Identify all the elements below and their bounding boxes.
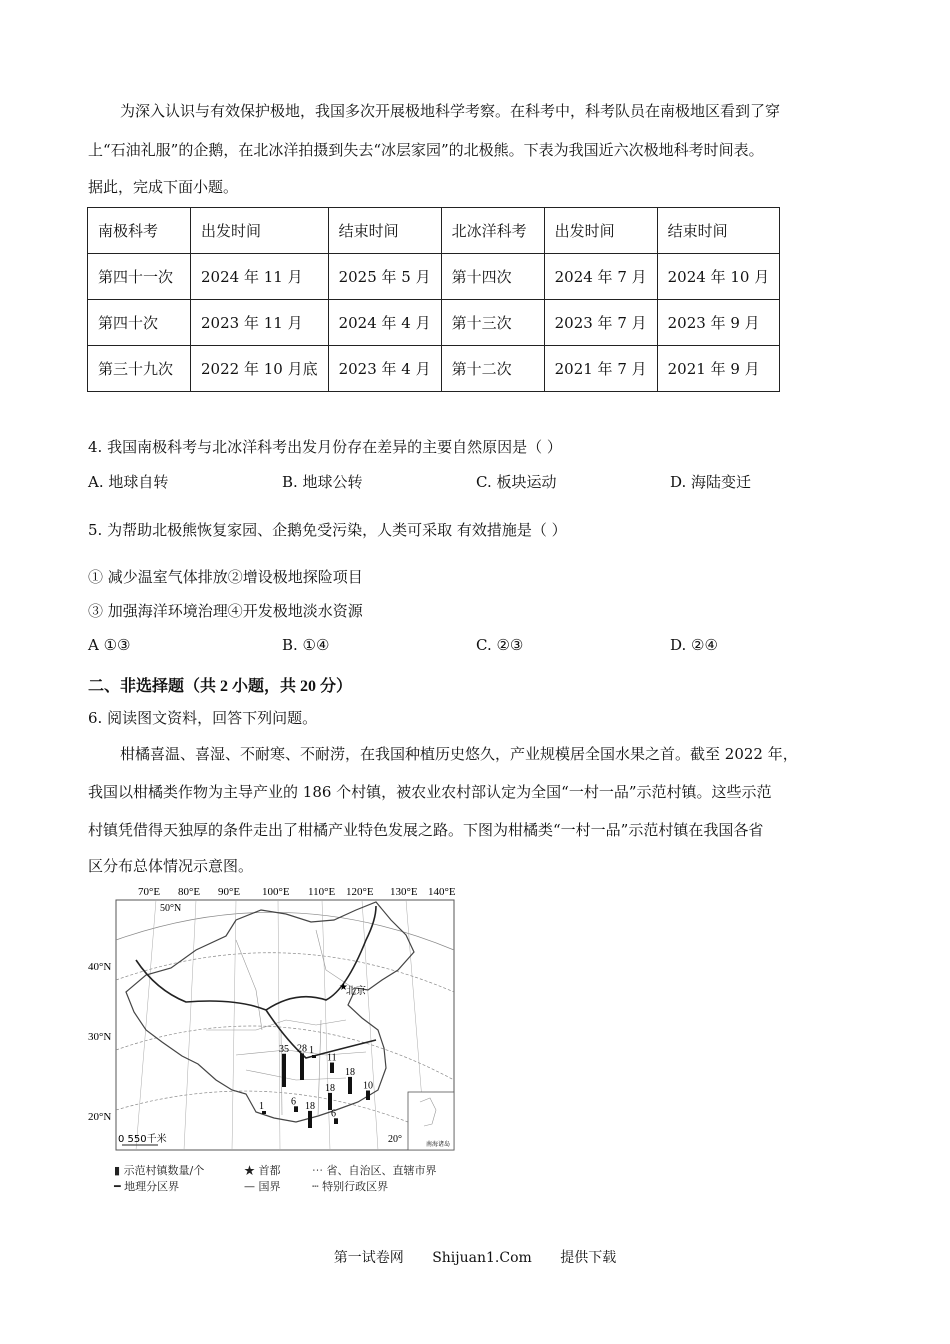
intro-line-3: 据此，完成下面小题。 — [88, 178, 239, 196]
section-2-heading: 二、非选择题（共 2 小题，共 20 分） — [88, 678, 353, 695]
lat-label: 20° — [388, 1134, 402, 1145]
legend-national-label: 国界 — [258, 1180, 281, 1193]
question-4-option-b: B. 地球公转 — [282, 473, 363, 491]
question-5-item-1: ① 减少温室气体排放②增设极地探险项目 — [88, 568, 363, 586]
footer-note: 提供下载 — [560, 1250, 617, 1266]
page-footer — [0, 1247, 950, 1267]
village-count-label: 11 — [327, 1052, 337, 1064]
lat-label: 20°N — [88, 1111, 112, 1123]
table-row — [88, 346, 780, 392]
question-6-stem: 6. 阅读图文资料，回答下列问题。 — [88, 709, 318, 727]
capital-star-icon: ★ — [339, 982, 348, 993]
table-cell: 第十二次 — [441, 346, 544, 392]
village-count-label: 18 — [305, 1100, 315, 1112]
lon-label: 100°E — [262, 886, 290, 898]
lon-label: 110°E — [308, 886, 336, 898]
question-5-option-d: D. ②④ — [670, 636, 718, 654]
question-5-option-c: C. ②③ — [476, 636, 524, 654]
table-cell: 第四十一次 — [88, 254, 191, 300]
question-4-option-a: A. 地球自转 — [88, 473, 169, 491]
lat-label: 30°N — [88, 1031, 112, 1043]
intro-line-2: 上“石油礼服”的企鹅，在北冰洋拍摄到失去“冰层家园”的北极熊。下表为我国近六次极地科考时间表。 — [88, 141, 764, 159]
table-cell: 2024 年 10 月 — [657, 254, 780, 300]
table-cell: 2025 年 5 月 — [328, 254, 441, 300]
question-5-stem: 5. 为帮助北极熊恢复家园、企鹅免受污染，人类可采取 有效措施是（ ） — [88, 521, 567, 539]
table-header-cell: 结束时间 — [657, 208, 780, 254]
village-count-label: 35 — [279, 1043, 289, 1055]
question-4-option-c: C. 板块运动 — [476, 473, 557, 491]
citrus-village-map — [86, 880, 466, 1200]
lat-label: 40°N — [88, 961, 112, 973]
village-count-label: 1 — [259, 1101, 264, 1112]
lon-label: 70°E — [138, 886, 161, 898]
legend-province: ⋯ 省、自治区、直辖市界 — [312, 1164, 437, 1177]
village-count-label: 6 — [331, 1108, 336, 1120]
lon-label: 140°E — [428, 886, 456, 898]
legend-division: ━ 地理分区界 — [114, 1180, 180, 1193]
lon-label: 90°E — [218, 886, 241, 898]
footer-site: 第一试卷网 — [333, 1250, 404, 1266]
legend-count-label: 示范村镇数量/个 — [123, 1164, 205, 1177]
question-6-line-2: 我国以柑橘类作物为主导产业的 186 个村镇，被农业农村部认定为全国“一村一品”示范村镇。这些示范 — [88, 783, 772, 801]
village-count-bar — [330, 1063, 334, 1073]
table-cell: 2023 年 7 月 — [544, 300, 657, 346]
table-cell: 第十三次 — [441, 300, 544, 346]
question-5-item-2: ③ 加强海洋环境治理④开发极地淡水资源 — [88, 602, 363, 620]
village-count-label: 28 — [297, 1043, 307, 1055]
table-row — [88, 300, 780, 346]
table-cell: 2023 年 9 月 — [657, 300, 780, 346]
table-cell: 2023 年 11 月 — [191, 300, 329, 346]
expedition-table — [87, 207, 780, 392]
table-cell: 第三十九次 — [88, 346, 191, 392]
village-count-bar — [348, 1077, 352, 1094]
table-header-row — [88, 208, 780, 254]
table-cell: 2024 年 4 月 — [328, 300, 441, 346]
village-count-bar — [300, 1053, 304, 1080]
village-count-label: 1 — [309, 1045, 314, 1056]
table-header-cell: 结束时间 — [328, 208, 441, 254]
table-cell: 2021 年 7 月 — [544, 346, 657, 392]
table-cell: 2023 年 4 月 — [328, 346, 441, 392]
table-cell: 第四十次 — [88, 300, 191, 346]
question-6-line-4: 区分布总体情况示意图。 — [88, 857, 254, 875]
question-6-line-1: 柑橘喜温、喜湿、不耐寒、不耐涝，在我国种植历史悠久，产业规模居全国水果之首。截至 2022 年， — [120, 745, 798, 763]
legend-province-label: 省、自治区、直辖市界 — [326, 1164, 437, 1177]
table-header-cell: 北冰洋科考 — [441, 208, 544, 254]
table-cell: 2022 年 10 月底 — [191, 346, 329, 392]
table-cell: 第十四次 — [441, 254, 544, 300]
table-cell: 2021 年 9 月 — [657, 346, 780, 392]
map-frame — [116, 900, 454, 1150]
legend-national: — 国界 — [244, 1180, 281, 1193]
question-5-option-b: B. ①④ — [282, 636, 330, 654]
village-count-bar — [282, 1054, 286, 1087]
table-header-cell: 出发时间 — [191, 208, 329, 254]
question-5-option-a: A ①③ — [88, 636, 131, 654]
legend-division-label: 地理分区界 — [124, 1180, 180, 1193]
table-row — [88, 254, 780, 300]
legend-sar-label: 特别行政区界 — [322, 1180, 389, 1193]
intro-line-1: 为深入认识与有效保护极地，我国多次开展极地科学考察。在科考中，科考队员在南极地区看到了穿 — [120, 102, 781, 120]
question-4-stem: 4. 我国南极科考与北冰洋科考出发月份存在差异的主要自然原因是（ ） — [88, 438, 562, 456]
question-6-line-3: 村镇凭借得天独厚的条件走出了柑橘产业特色发展之路。下图为柑橘类“一村一品”示范村镇在我国各省 — [88, 821, 764, 839]
bar-group — [259, 1043, 373, 1128]
village-count-label: 18 — [345, 1066, 355, 1078]
lat-label: 50°N — [160, 903, 182, 914]
table-cell: 2024 年 7 月 — [544, 254, 657, 300]
division-line — [136, 960, 376, 1058]
village-count-bar — [308, 1111, 312, 1128]
table-header-cell: 南极科考 — [88, 208, 191, 254]
village-count-label: 6 — [291, 1096, 296, 1108]
inset-label: 南海诸岛 — [426, 1141, 451, 1148]
legend-count: ▮ 示范村镇数量/个 — [114, 1164, 205, 1177]
question-4-option-d: D. 海陆变迁 — [670, 473, 752, 491]
table-cell: 2024 年 11 月 — [191, 254, 329, 300]
village-count-bar — [366, 1091, 370, 1101]
village-count-label: 18 — [325, 1082, 335, 1094]
lon-label: 80°E — [178, 886, 201, 898]
scale-label: 0 550千米 — [118, 1134, 167, 1145]
capital-label: 北京 — [346, 986, 366, 997]
legend-capital: ★ 首都 — [244, 1164, 281, 1177]
lon-label: 120°E — [346, 886, 374, 898]
lon-label: 130°E — [390, 886, 418, 898]
legend-sar: ┄ 特别行政区界 — [312, 1180, 389, 1193]
legend-capital-label: 首都 — [258, 1164, 281, 1177]
village-count-label: 10 — [363, 1080, 373, 1092]
footer-domain: Shijuan1.Com — [432, 1250, 532, 1266]
table-header-cell: 出发时间 — [544, 208, 657, 254]
